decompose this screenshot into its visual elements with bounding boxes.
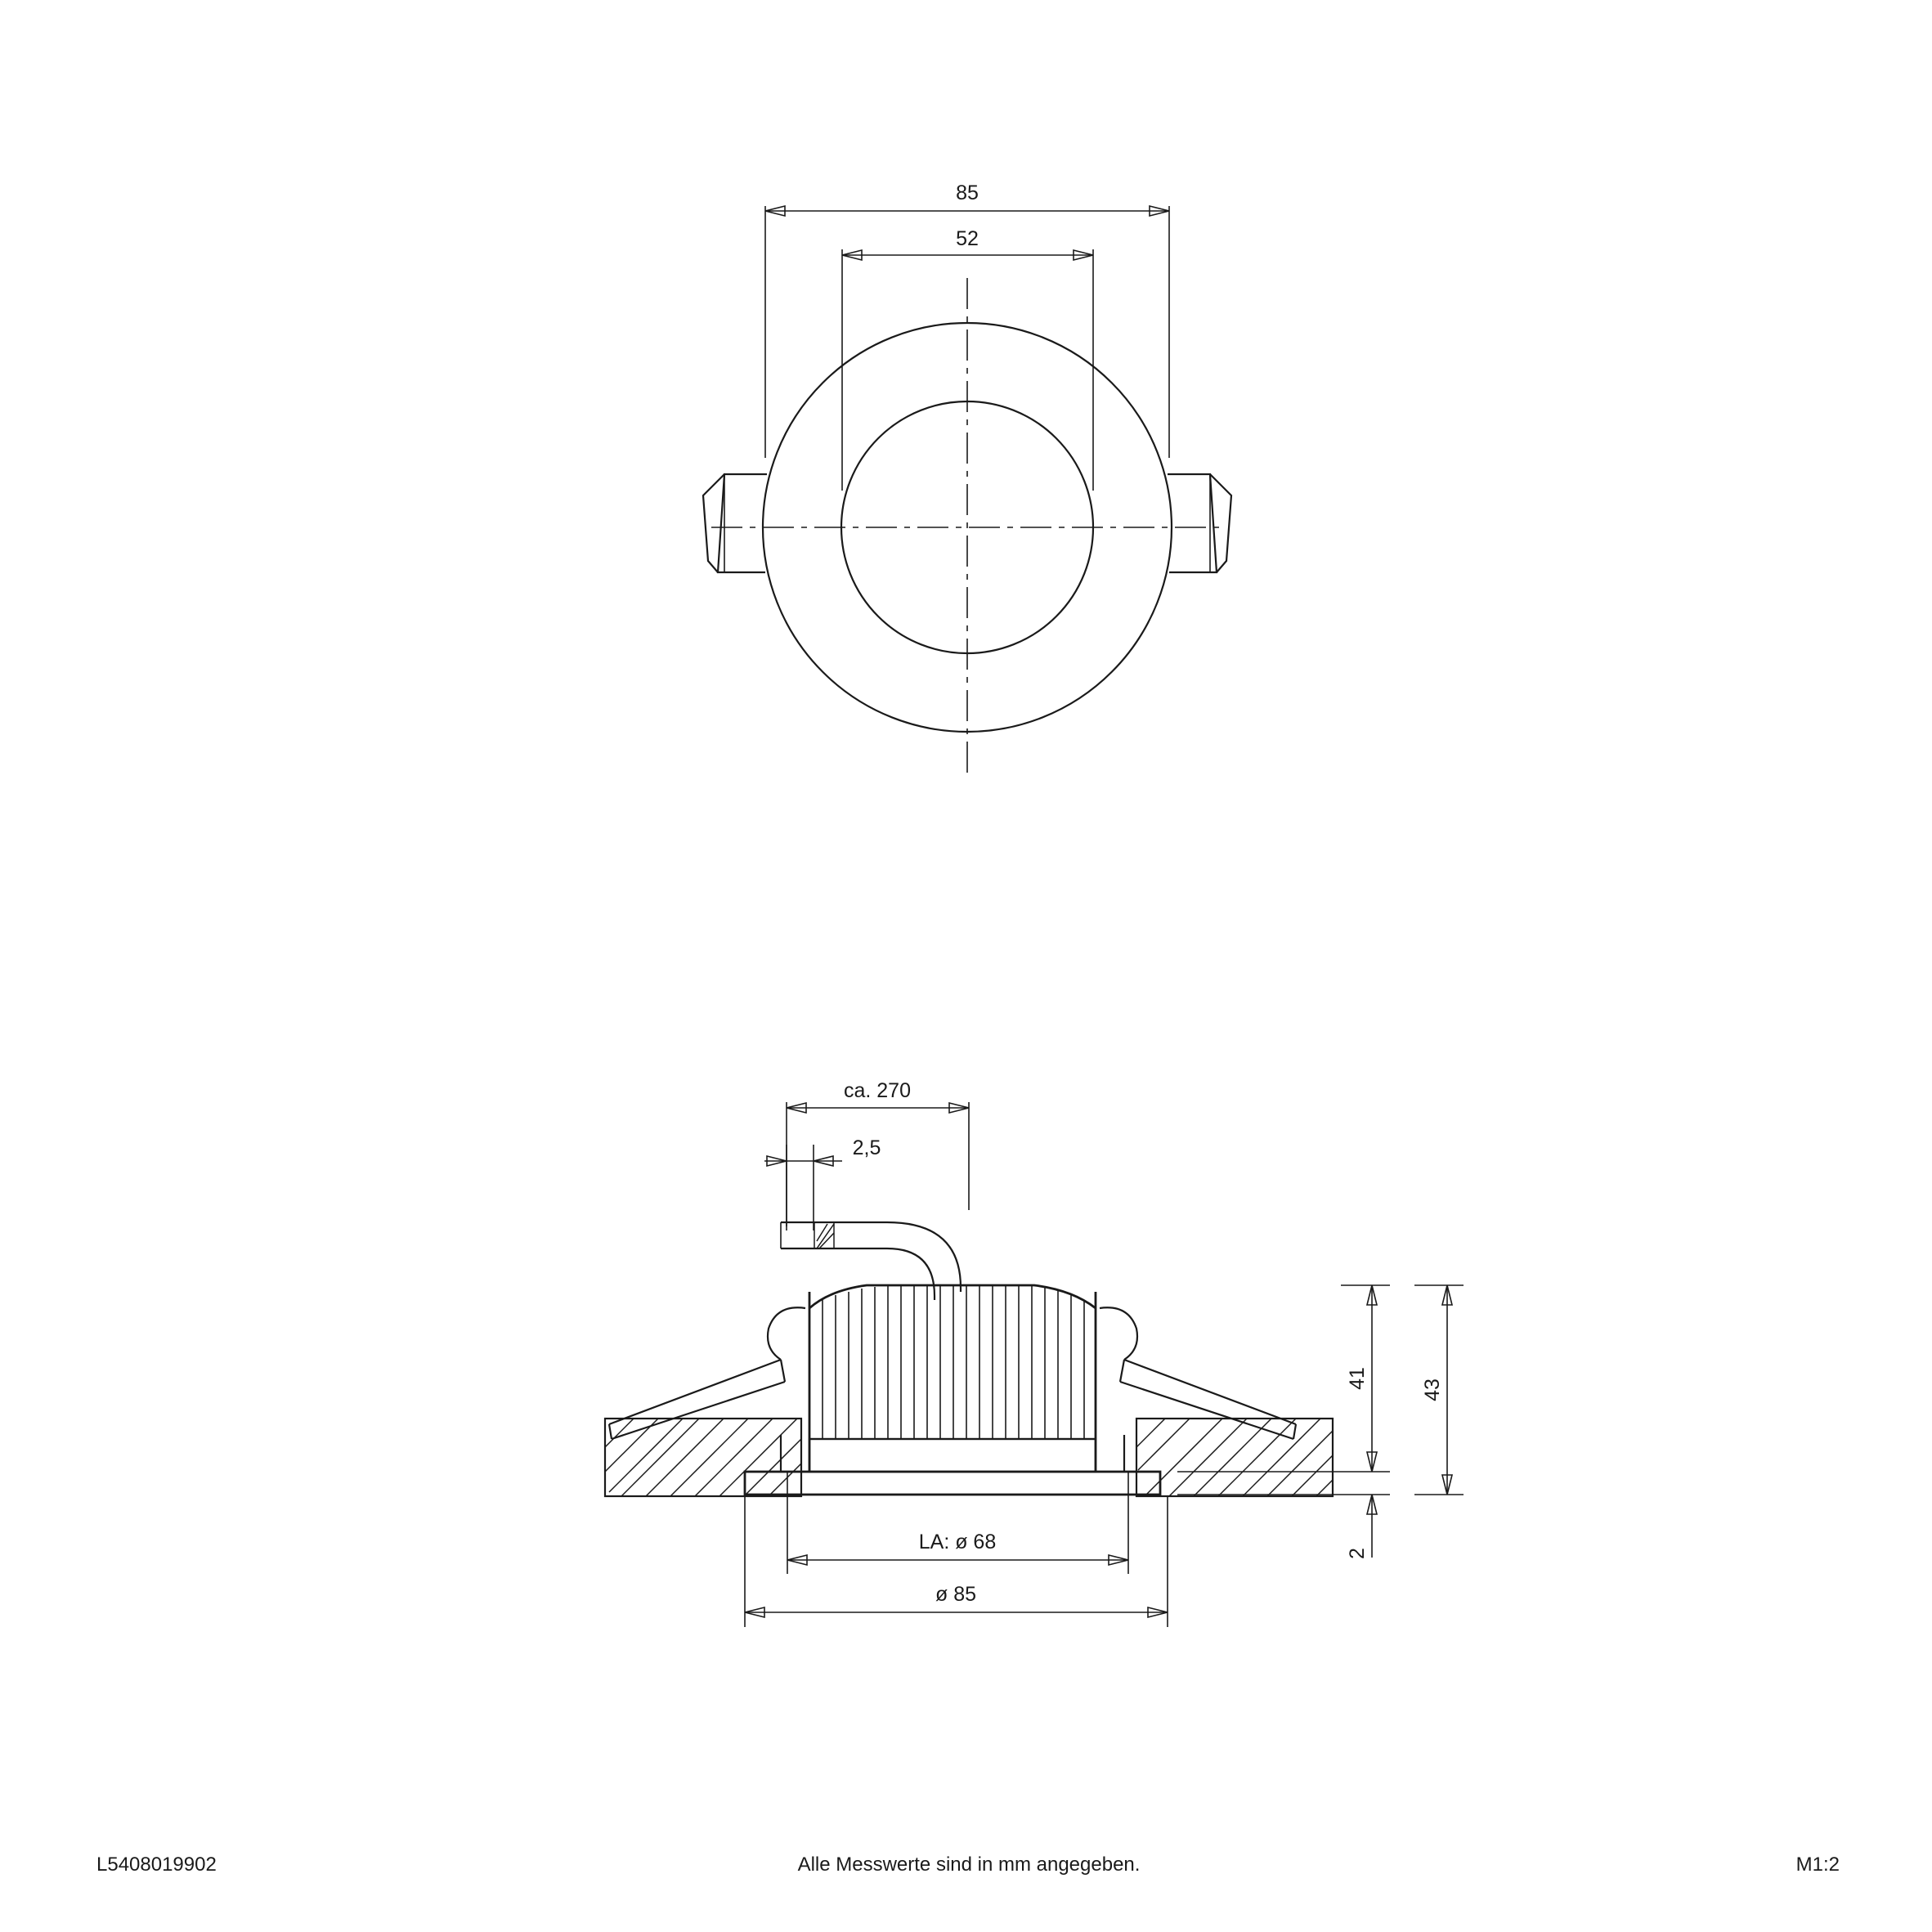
dimension-label-41: 41	[1346, 1367, 1369, 1390]
sheet-footer	[96, 1854, 1840, 1876]
cooling-fins	[823, 1285, 1084, 1439]
clip-arm-root	[781, 1360, 785, 1382]
dimension-cutout-diameter	[787, 1472, 1128, 1574]
dimension-label-52: 52	[956, 227, 979, 250]
front-flange	[745, 1435, 1160, 1495]
body-top	[809, 1285, 1096, 1308]
spring-clip-left	[703, 474, 767, 572]
clip-outline	[1168, 474, 1217, 572]
dimension-label-43: 43	[1421, 1378, 1444, 1401]
clip-arm-end	[1293, 1424, 1296, 1439]
clip-outline	[718, 474, 767, 572]
dimension-total-height	[1414, 1285, 1464, 1495]
dimension-body-height	[1177, 1285, 1390, 1472]
dimension-label-2: 2	[1346, 1548, 1369, 1559]
dimension-label-o-85: ø 85	[935, 1583, 977, 1606]
dimension-label-270: ca. 270	[843, 1079, 912, 1102]
dimension-front-diameter	[745, 1496, 1168, 1627]
article-number: L5408019902	[96, 1854, 217, 1876]
clip-arm-end	[609, 1424, 612, 1439]
scale-label: M1:2	[1795, 1854, 1840, 1876]
body-sides	[809, 1292, 1096, 1472]
cable-bottom-edge	[781, 1248, 935, 1300]
ceiling-slab-left	[605, 1419, 801, 1496]
dimension-label-la-68: LA: ø 68	[918, 1531, 997, 1553]
slab-hatching	[1136, 1419, 1333, 1496]
dimension-cable-thickness	[764, 1136, 881, 1230]
top-view	[703, 182, 1231, 777]
section-view	[605, 1079, 1464, 1627]
heatsink-body	[809, 1285, 1096, 1472]
spring-clip-right	[1168, 474, 1231, 572]
dimension-label-85: 85	[956, 182, 979, 204]
clip-hook	[768, 1307, 805, 1360]
clip-arm-root	[1120, 1360, 1124, 1382]
slab-hatching	[605, 1419, 801, 1496]
flange-outline	[745, 1472, 1160, 1495]
body-collar	[809, 1439, 1096, 1472]
units-note: Alle Messwerte sind in mm angegeben.	[797, 1854, 1141, 1876]
dimension-label-2-5: 2,5	[852, 1136, 881, 1159]
supply-cable	[781, 1222, 961, 1300]
slab-outline	[605, 1419, 801, 1496]
cable-end-hatching	[814, 1222, 834, 1248]
dimension-rim-height	[1177, 1495, 1390, 1559]
ceiling-slab-right	[1136, 1419, 1333, 1496]
clip-hook	[1100, 1307, 1137, 1360]
